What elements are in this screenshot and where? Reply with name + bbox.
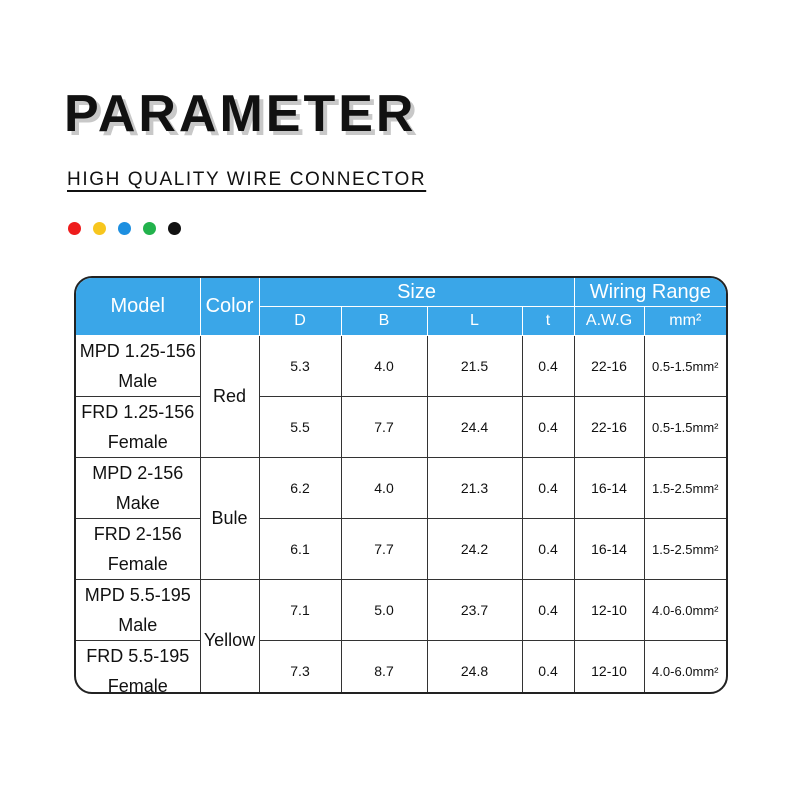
model-name: FRD 1.25-156 [81, 402, 195, 422]
header-mm2: mm² [644, 307, 726, 336]
b-cell: 4.0 [341, 458, 427, 519]
table-row [76, 458, 726, 519]
mm2-cell: 0.5-1.5mm² [644, 336, 726, 397]
mm2-cell: 0.5-1.5mm² [644, 397, 726, 458]
header-color: Color [200, 278, 259, 336]
b-cell: 7.7 [341, 397, 427, 458]
l-cell: 23.7 [427, 580, 522, 641]
b-cell: 8.7 [341, 641, 427, 695]
header-size: Size [259, 278, 574, 307]
model-name: MPD 1.25-156 [79, 341, 196, 361]
awg-cell: 22-16 [574, 397, 644, 458]
model-cell [76, 519, 200, 580]
header-b: B [341, 307, 427, 336]
model-name: FRD 5.5-195 [86, 646, 190, 666]
table-row [76, 580, 726, 641]
t-cell: 0.4 [522, 397, 574, 458]
header-model: Model [76, 278, 200, 336]
awg-cell: 22-16 [574, 336, 644, 397]
d-cell: 6.1 [259, 519, 341, 580]
header-l: L [427, 307, 522, 336]
awg-cell: 16-14 [574, 458, 644, 519]
mm2-cell: 4.0-6.0mm² [652, 663, 719, 679]
d-cell: 7.1 [259, 580, 341, 641]
model-cell [76, 580, 200, 641]
red-dot [68, 222, 81, 235]
model-name: FRD 2-156 [93, 524, 182, 544]
color-cell: Bule [200, 458, 259, 580]
b-cell: 5.0 [341, 580, 427, 641]
l-cell: 24.8 [427, 641, 522, 695]
l-cell: 21.3 [427, 458, 522, 519]
model-gender: Female [107, 554, 168, 574]
t-cell: 0.4 [522, 519, 574, 580]
model-name: MPD 2-156 [92, 463, 184, 483]
model-gender: Female [107, 432, 168, 452]
t-cell: 0.4 [522, 580, 574, 641]
t-cell: 0.4 [522, 336, 574, 397]
awg-cell: 12-10 [574, 580, 644, 641]
black-dot [168, 222, 181, 235]
b-cell: 4.0 [341, 336, 427, 397]
t-cell: 0.4 [522, 641, 574, 695]
model-name: MPD 5.5-195 [84, 585, 191, 605]
d-cell: 6.2 [259, 458, 341, 519]
color-cell: Yellow [200, 580, 259, 695]
parameter-table [74, 276, 728, 694]
model-gender: Make [115, 493, 160, 513]
model-cell [76, 336, 200, 397]
color-dots [68, 222, 193, 235]
t-cell: 0.4 [522, 458, 574, 519]
page-subtitle: HIGH QUALITY WIRE CONNECTOR [67, 169, 427, 190]
table-row [76, 336, 726, 397]
blue-dot [118, 222, 131, 235]
yellow-dot [93, 222, 106, 235]
b-cell: 7.7 [341, 519, 427, 580]
table-row [76, 519, 726, 580]
green-dot [143, 222, 156, 235]
mm2-cell: 4.0-6.0mm² [644, 580, 726, 641]
model-gender: Male [118, 615, 158, 635]
table-row [76, 641, 726, 695]
header-awg: A.W.G [574, 307, 644, 336]
model-cell [76, 397, 200, 458]
page-title: PARAMETER [64, 85, 417, 143]
l-cell: 24.2 [427, 519, 522, 580]
d-cell: 7.3 [259, 641, 341, 695]
mm2-cell: 1.5-2.5mm² [644, 458, 726, 519]
awg-cell: 16-14 [574, 519, 644, 580]
d-cell: 5.5 [259, 397, 341, 458]
model-gender: Male [118, 371, 158, 391]
l-cell: 21.5 [427, 336, 522, 397]
model-gender: Female [107, 676, 168, 694]
table-row [76, 397, 726, 458]
header-wiring-range: Wiring Range [574, 278, 726, 307]
color-cell: Red [200, 336, 259, 458]
model-cell [76, 458, 200, 519]
model-cell [76, 641, 200, 695]
d-cell: 5.3 [259, 336, 341, 397]
awg-cell: 12-10 [574, 641, 644, 695]
l-cell: 24.4 [427, 397, 522, 458]
header-d: D [259, 307, 341, 336]
mm2-cell: 1.5-2.5mm² [644, 519, 726, 580]
header-t: t [522, 307, 574, 336]
